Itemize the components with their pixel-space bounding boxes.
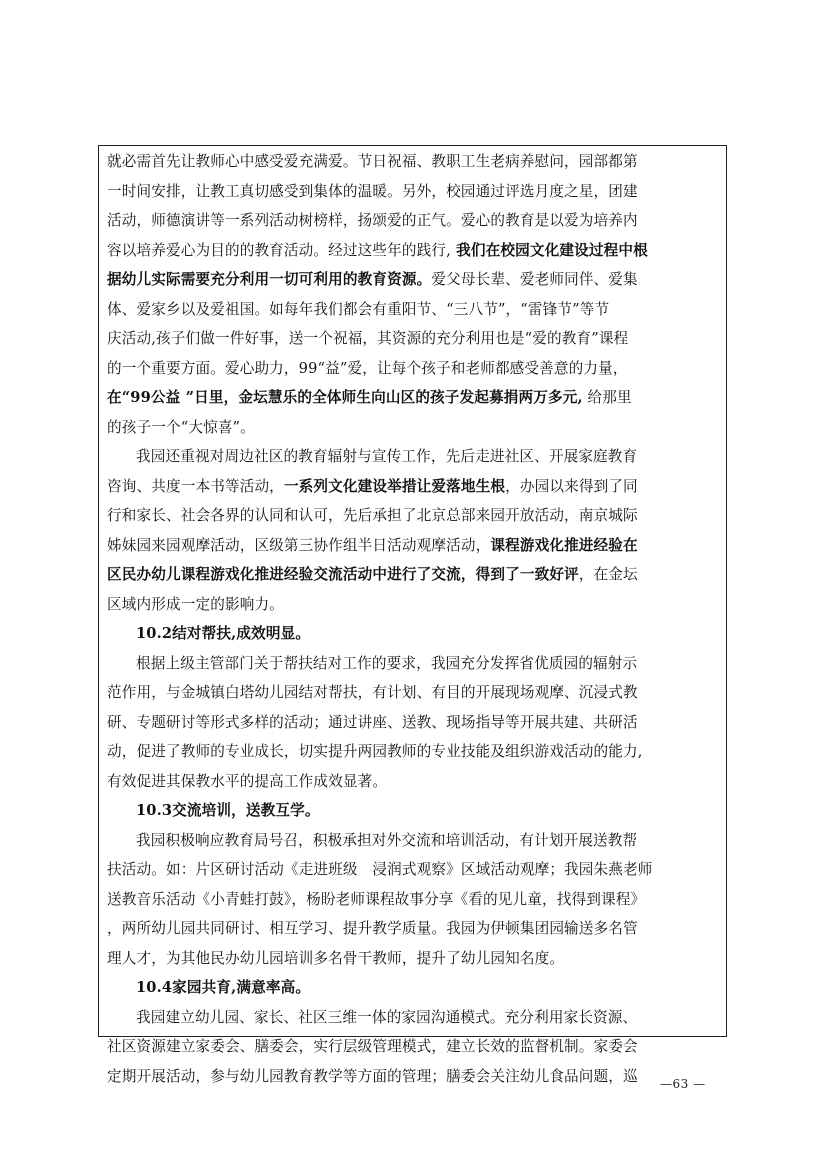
text-segment: 区域内形成一定的影响力。 [107,595,284,613]
bold-text-segment: 10.3交流培训，送教互学。 [136,802,320,819]
text-segment: 我园积极响应教育局号召，积极承担对外交流和培训活动，有计划开展送教帮 [136,831,638,849]
bold-text-segment: 一系列文化建设举措让爱落地生根 [283,477,506,495]
text-segment: 根据上级主管部门关于帮扶结对工作的要求，我园充分发挥省优质园的辐射示 [136,654,638,672]
text-line [107,1032,721,1062]
text-segment: 容以培养爱心为目的的教育活动。经过这些年的践行, [107,241,451,259]
text-line [107,472,721,502]
bold-text-segment: 10.4家园共育,满意率高。 [136,979,311,996]
text-line [107,619,721,649]
text-segment: 社区资源建立家委会、膳委会，实行层级管理模式，建立长效的监督机制。家委会 [107,1038,638,1055]
text-segment: 的一个重要方面。爱心助力，99“益”爱，让每个孩子和老师都感受善意的力量， [107,359,628,377]
text-segment: 体、爱家乡以及爱祖国。如每年我们都会有重阳节、“三八节”，“雷锋节”等节 [107,300,610,318]
text-segment: 爱父母长辈、爱老师同伴、爱集 [431,271,638,288]
bold-text-segment: 课程游戏化推进经验在 [490,536,638,554]
bold-text-segment: 据幼儿实际需要充分利用一切可利用的教育资源。 [107,271,432,288]
text-segment: 理人才，为其他民办幼儿园培训多名骨干教师，提升了幼儿园知名度。 [107,949,565,967]
text-segment: 姊妹园来园观摩活动，区级第三协作组半日活动观摩活动， [107,536,491,554]
text-line [107,413,721,443]
text-line [107,560,721,590]
text-line [107,265,721,295]
text-line [107,206,721,236]
text-segment: 给那里 [582,389,632,406]
text-line [107,826,721,856]
text-line [107,1003,721,1033]
text-line [107,501,721,531]
text-line [107,531,721,561]
text-line [107,973,721,1003]
text-segment: 送教音乐活动《小青蛙打鼓》，杨盼老师课程故事分享《看的见儿童，找得到课程》 [107,890,646,908]
bold-text-segment: 在“99公益 ”日里，金坛慧乐的全体师生向山区的孩子发起募捐两万多元, [107,389,583,406]
text-line [107,354,721,384]
text-segment: 有效促进其保教水平的提高工作成效显著。 [107,772,388,790]
bold-text-segment: 10.2结对帮扶,成效明显。 [136,625,311,642]
text-segment: 我园建立幼儿园、家长、社区三维一体的家园沟通模式。充分利用家长资源、 [136,1008,638,1026]
text-segment: 定期开展活动，参与幼儿园教育教学等方面的管理；膳委会关注幼儿食品问题，巡 [107,1067,638,1085]
text-segment: 咨询、共度一本书等活动， [107,477,284,495]
text-segment: 动，促进了教师的专业成长，切实提升两园教师的专业技能及组织游戏活动的能力, [107,743,643,760]
bold-text-segment: 我们在校园文化建设过程中根 [450,241,648,259]
text-segment: ，办园以来得到了同 [505,477,638,495]
text-segment: 庆活动,孩子们做一件好事，送一个祝福，其资源的充分利用也是“爱的教育”课程 [107,330,629,347]
bold-text-segment: 区民办幼儿课程游戏化推进经验交流活动中进行了交流，得到了一致好评 [107,566,579,583]
text-line [107,147,721,177]
text-segment: 就必需首先让教师心中感受爱充满爱。节日祝福、教职工生老病养慰问，园部都第 [107,153,638,170]
text-segment: 研、专题研讨等形式多样的活动；通过讲座、送教、现场指导等开展共建、共研活 [107,713,638,731]
text-segment: 活动，师德演讲等一系列活动树榜样，扬颂爱的正气。爱心的教育是以爱为培养内 [107,212,638,229]
text-segment: 行和家长、社会各界的认同和认可，先后承担了北京总部来园开放活动，南京城际 [107,507,638,524]
text-line [107,767,721,797]
text-line [107,295,721,325]
text-segment: ，在金坛 [578,566,638,583]
text-segment: 扶活动。如：片区研讨活动《走进班级 浸润式观察》区域活动观摩；我园朱燕老师 [107,861,653,878]
text-line [107,1062,721,1092]
text-line [107,590,721,620]
text-segment: 的孩子一个“大惊喜”。 [107,418,255,436]
text-segment: 一时间安排，让教工真切感受到集体的温暖。另外，校园通过评选月度之星，团建 [107,182,638,200]
text-line [107,383,721,413]
text-segment: 我园还重视对周边社区的教育辐射与宣传工作，先后走进社区、开展家庭教育 [136,448,638,465]
text-line [107,649,721,679]
page-number: —63 — [660,1077,706,1091]
text-line [107,708,721,738]
text-segment: ，两所幼儿园共同研讨、相互学习、提升教学质量。我园为伊顿集团园输送多名管 [107,920,638,937]
text-line [107,678,721,708]
body-text [107,147,721,1091]
text-line [107,177,721,207]
text-segment: 范作用，与金城镇白塔幼儿园结对帮扶，有计划、有目的开展现场观摩、沉浸式教 [107,684,638,701]
text-line [107,796,721,826]
text-line [107,855,721,885]
text-line [107,324,721,354]
text-line [107,236,721,266]
text-line [107,944,721,974]
text-line [107,442,721,472]
text-line [107,885,721,915]
text-line [107,914,721,944]
text-line [107,737,721,767]
